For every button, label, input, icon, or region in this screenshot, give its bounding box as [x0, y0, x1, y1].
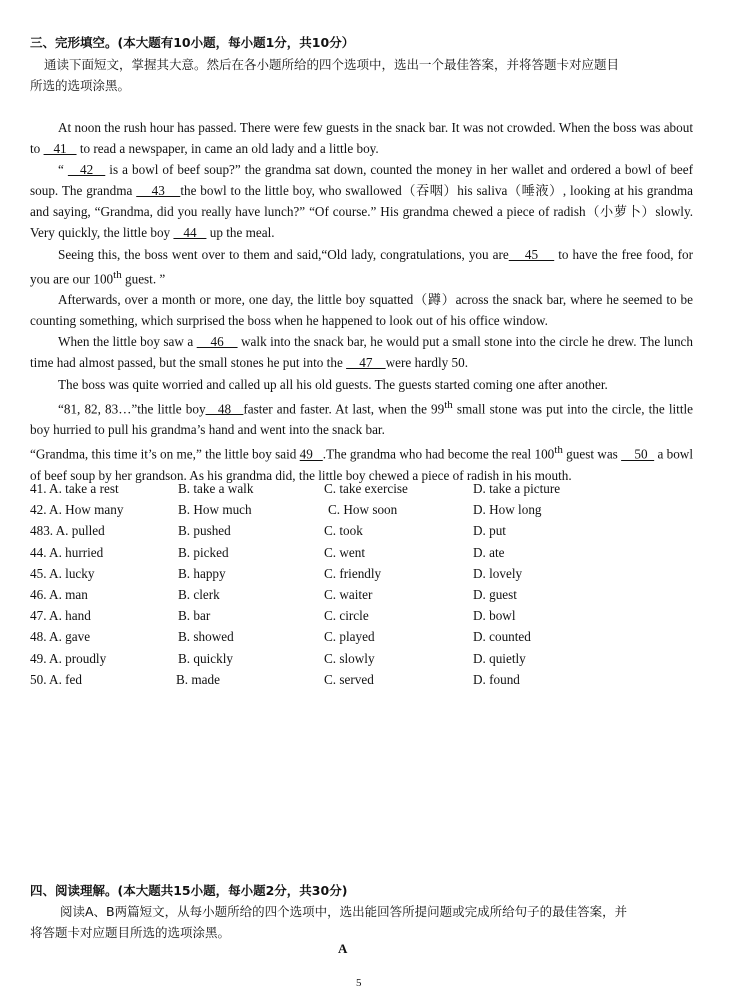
option-b: B. clerk [178, 586, 220, 602]
passage-paragraph-4: Afterwards, over a month or more, one day, the little boy squatted（蹲）across the snack bar, where he seemed to be counting something, which surprised the boss when he happened to look out of his office window. [30, 292, 693, 329]
option-b: B. quickly [178, 650, 233, 666]
blank-45: 45 [508, 246, 555, 262]
passage-text: At noon the rush hour has passed. There were few guests in the snack bar. It was not crowded. When the boss was about to [30, 120, 693, 157]
option-d: D. guest [473, 586, 517, 602]
option-a: 42. A. How many [30, 502, 124, 518]
passage-text: to have the free food, for you are our 100 [30, 246, 693, 287]
passage-paragraph-3 [30, 244, 693, 290]
blank-43: 43 [136, 183, 181, 199]
page-number: 5 [356, 977, 362, 989]
option-b: B. take a walk [178, 481, 254, 496]
blank-50: 50 [621, 446, 655, 462]
passage-text: the bowl to the little boy, who swallowed（吞咽）his saliva（唾液）, looking at his grandma and saying, “Grandma, did you really have lunch?” “Of course.” His grandma chewed a piece of radish（小萝卜）slowly. Very quickly, the little boy [30, 183, 693, 241]
option-d: D. bowl [473, 608, 516, 624]
passage-text: were hardly 50. [385, 355, 469, 371]
passage-text: walk into the snack bar, he would put a small stone into the circle he drew. The lunch time had almost passed, but the small stones he put into the [30, 334, 693, 371]
option-d: D. ate [473, 544, 505, 560]
option-a: 45. A. lucky [30, 565, 95, 581]
passage-paragraph-7 [30, 395, 693, 441]
option-b: B. pushed [178, 523, 231, 539]
passage-text: guest. ” [121, 271, 166, 287]
ordinal-suffix: th [554, 444, 563, 457]
passage-text: a bowl of beef soup by her grandson. As his grandma did, the little boy chewed a piece of radish in his mouth. [30, 446, 693, 483]
option-c: C. How soon [328, 502, 398, 518]
option-c: C. played [324, 629, 375, 645]
option-a: 483. A. pulled [30, 523, 105, 539]
blank-42: 42 [67, 162, 106, 178]
passage-text: guest was [562, 446, 622, 462]
blank-47: 47 [346, 355, 386, 371]
section4-heading: 四、阅读理解。(本大题共15小题，每小题2分，共30分) [30, 883, 348, 898]
option-a: 50. A. fed [30, 671, 83, 687]
blank-48: 48 [205, 401, 244, 416]
section4-instruction-line2: 将答题卡对应题目所选的选项涂黑。 [30, 925, 231, 940]
option-d: D. lovely [473, 565, 523, 581]
passage-text: Seeing this, the boss went over to them and said,“Old lady, congratulations, you are [58, 246, 509, 262]
option-d: D. found [473, 671, 520, 687]
option-a: 48. A. gave [30, 629, 91, 645]
passage-text: “Grandma, this time it’s on me,” the little boy said [30, 446, 300, 462]
ordinal-suffix: th [444, 398, 453, 411]
option-b: B. made [176, 671, 220, 687]
option-a: 41. A. take a rest [30, 481, 119, 496]
option-b: B. happy [178, 565, 226, 581]
option-a: 46. A. man [30, 586, 88, 602]
option-c: C. went [324, 544, 366, 560]
passage-paragraph-6: The boss was quite worried and called up all his old guests. The guests started coming one after another. [58, 376, 608, 392]
option-a: 44. A. hurried [30, 544, 104, 560]
ordinal-suffix: th [113, 268, 122, 281]
passage-text: faster and faster. At last, when the 99 [243, 401, 445, 416]
cloze-passage [30, 117, 693, 486]
section3-instruction-line1: 通读下面短文，掌握其大意。然后在各小题所给的四个选项中，选出一个最佳答案，并将答题卡对应题目 [44, 57, 620, 72]
option-a: 47. A. hand [30, 608, 91, 624]
passage-text: “81, 82, 83…”the little boy [58, 401, 206, 416]
section3-instruction [30, 54, 702, 96]
passage-text: small stone was put into the circle, the little boy hurried to pull his grandma’s hand and went into the snack bar. [30, 401, 693, 438]
section4-instruction-line1: 阅读A、B两篇短文，从每小题所给的四个选项中，选出能回答所提问题或完成所给句子的最佳答案，并 [60, 904, 628, 919]
passage-paragraph-2 [30, 159, 693, 243]
option-c: C. took [324, 523, 363, 539]
option-c: C. friendly [324, 565, 382, 581]
option-c: C. slowly [324, 650, 375, 666]
blank-46: 46 [196, 334, 238, 350]
passage-paragraph-1 [30, 117, 693, 159]
passage-text: When the little boy saw a [58, 334, 197, 350]
passage-text: is a bowl of beef soup?” the grandma sat down, counted the money in her wallet and ordered a bowl of beef soup. The grandma [30, 162, 694, 199]
passage-a-heading: A [338, 941, 348, 956]
section4-instruction [30, 901, 702, 943]
option-b: B. showed [178, 629, 234, 645]
blank-49: 49 [299, 446, 323, 462]
option-b: B. bar [178, 608, 211, 624]
option-d: D. put [473, 523, 506, 539]
passage-text: .The grandma who had become the real 100 [322, 446, 555, 462]
blank-44: 44 [173, 225, 207, 241]
section3-instruction-line2: 所选的选项涂黑。 [30, 78, 131, 93]
blank-41: 41 [43, 141, 77, 157]
option-c: C. take exercise [324, 481, 408, 496]
section3-heading: 三、完形填空。(本大题有10小题，每小题1分，共10分） [30, 35, 355, 50]
passage-text: to read a newspaper, in came an old lady and a little boy. [76, 141, 379, 157]
option-c: C. waiter [324, 586, 373, 602]
option-c: C. circle [324, 608, 369, 624]
passage-paragraph-5 [30, 331, 693, 373]
option-d: D. take a picture [473, 481, 561, 496]
option-d: D. How long [473, 502, 542, 518]
option-d: D. quietly [473, 650, 526, 666]
passage-text: “ [58, 162, 68, 178]
option-b: B. How much [178, 502, 252, 518]
option-a: 49. A. proudly [30, 650, 107, 666]
option-d: D. counted [473, 629, 531, 645]
option-b: B. picked [178, 544, 229, 560]
option-c: C. served [324, 671, 374, 687]
passage-text: up the meal. [206, 225, 275, 241]
